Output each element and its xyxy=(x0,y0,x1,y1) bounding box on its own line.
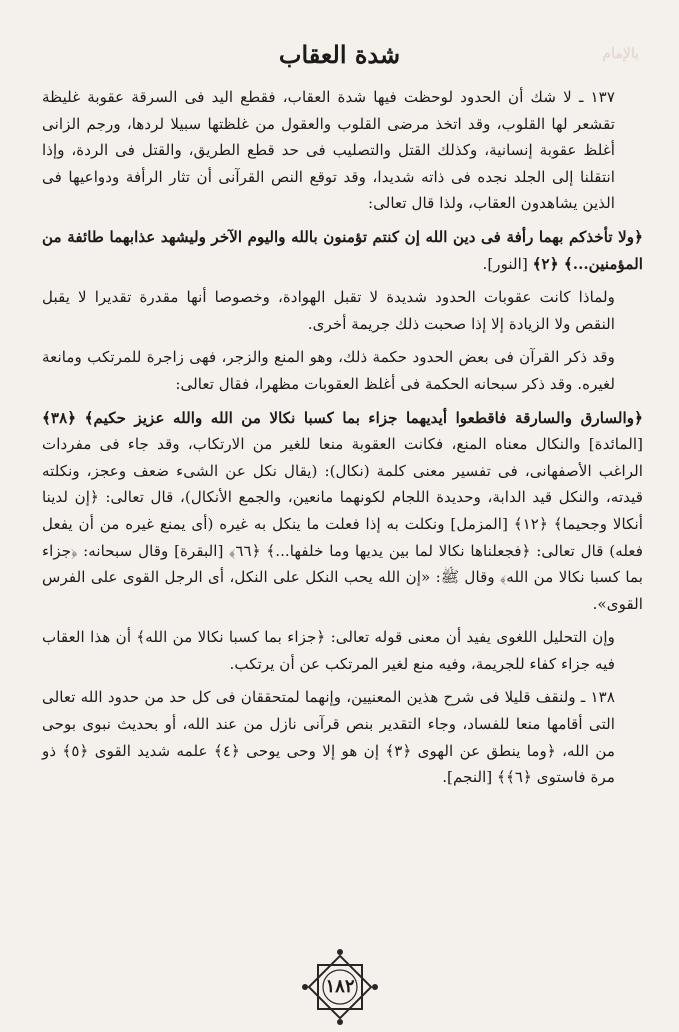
page-number-ornament xyxy=(299,946,381,1028)
quote-reference: [النور]. xyxy=(482,254,528,273)
paragraph-analysis: وإن التحليل اللغوى يفيد أن معنى قوله تعالى: ﴿جزاء بما كسبا نكالا من الله﴾ أن هذا العقاب فيه جزاء كفاء للجريمة، وفيه منع لغير المرتكب عن أن يرتكب. xyxy=(42,628,615,673)
quran-quote-nur xyxy=(42,224,643,277)
bleed-through-text: بالإمام xyxy=(602,46,639,62)
paragraph-138: ١٣٨ ـ ولنقف قليلا فى شرح هذين المعنيين، وإنهما لمتحققان فى كل حد من حدود الله تعالى التى أقامها منعا للفساد، وجاء التقدير بنص قرآنى نازل من عند الله، أو بحديث نبوى بوحى من الله، ﴿وما ينطق عن الهوى ﴿٣﴾ إن هو إلا وحى يوحى ﴿٤﴾ علمه شديد القوى ﴿٥﴾ ذو مرة فاستوى ﴿٦﴾﴾ [النجم]. xyxy=(42,688,616,787)
page-body xyxy=(42,84,643,798)
page-title: شدة العقاب xyxy=(278,40,401,69)
paragraph-137: ١٣٧ ـ لا شك أن الحدود لوحظت فيها شدة العقاب، فقطع اليد فى السرقة عقوبة غليظة تقشعر لها القلوب، وقد اتخذ مرضى القلوب والعقول من غلظتها سبيلا لردها، ورجم الزانى أغلظ عقوبة إنسانية، وكذلك القتل والتصليب فى حد قطع الطريق، والقتل فى الردة، وإذا انتقلنا إلى الجلد نجده فى ذاته شديدا، وقد توقع النص القرآنى أن تثار الرأفة ودواعيها فى الذين يشاهدون العقاب، ولذا قال تعالى: xyxy=(42,88,615,213)
paragraph-wisdom: وقد ذكر القرآن فى بعض الحدود حكمة ذلك، وهو المنع والزجر، فهى زاجرة للمرتكب ومانعة لغيره. وقد ذكر سبحانه الحكمة فى أغلظ العقوبات مظهرا، فقال تعالى: xyxy=(42,348,615,393)
quote-commentary: [المائدة] والنكال معناه المنع، فكانت العقوبة منعا للغير من الارتكاب، وقد جاء فى مفردات الراغب الأصفهانى، فى تفسير معنى كلمة (نكال): (يقال نكل عن الشىء ضعف وعجز، ونكلته قيدته، والنكل قيد الدابة، وحديدة اللجام لكونهما مانعين، والجمع الأنكال)، قال تعالى: ﴿إن لدينا أنكالا وجحيما﴾ ﴿١٢﴾ [المزمل] ونكلت به إذا فعلت ما ينكل به غيره (أى يمنع غيره من أن يفعل فعله) قال تعالى: ﴿فجعلناها نكالا لما بين يديها وما خلفها...﴾ ﴿٦٦﴾ [البقرة] وقال سبحانه: ﴿جزاء بما كسبا نكالا من الله﴾ وقال ﷺ: «إن الله يحب النكل على النكل، أى الرجل القوى على الفرس القوى». xyxy=(42,435,644,613)
quran-quote-maidah xyxy=(42,405,643,618)
quote-text: ﴿والسارق والسارقة فاقطعوا أيديهما جزاء بما كسبا نكالا من الله والله عزيز حكيم﴾ ﴿٣٨﴾ xyxy=(42,408,643,427)
page-number: ١٨٢ xyxy=(325,976,355,997)
paragraph-severity: ولماذا كانت عقوبات الحدود شديدة لا تقبل الهوادة، وخصوصا أنها مقدرة تقديرا لا يقبل النقص ولا الزيادة إلا إذا صحبت ذلك جريمة أخرى. xyxy=(42,288,615,333)
quote-text: ﴿ولا تأخذكم بهما رأفة فى دين الله إن كنتم تؤمنون بالله واليوم الآخر وليشهد عذابهما طائفة من المؤمنين...﴾ ﴿٢﴾ xyxy=(42,227,643,273)
